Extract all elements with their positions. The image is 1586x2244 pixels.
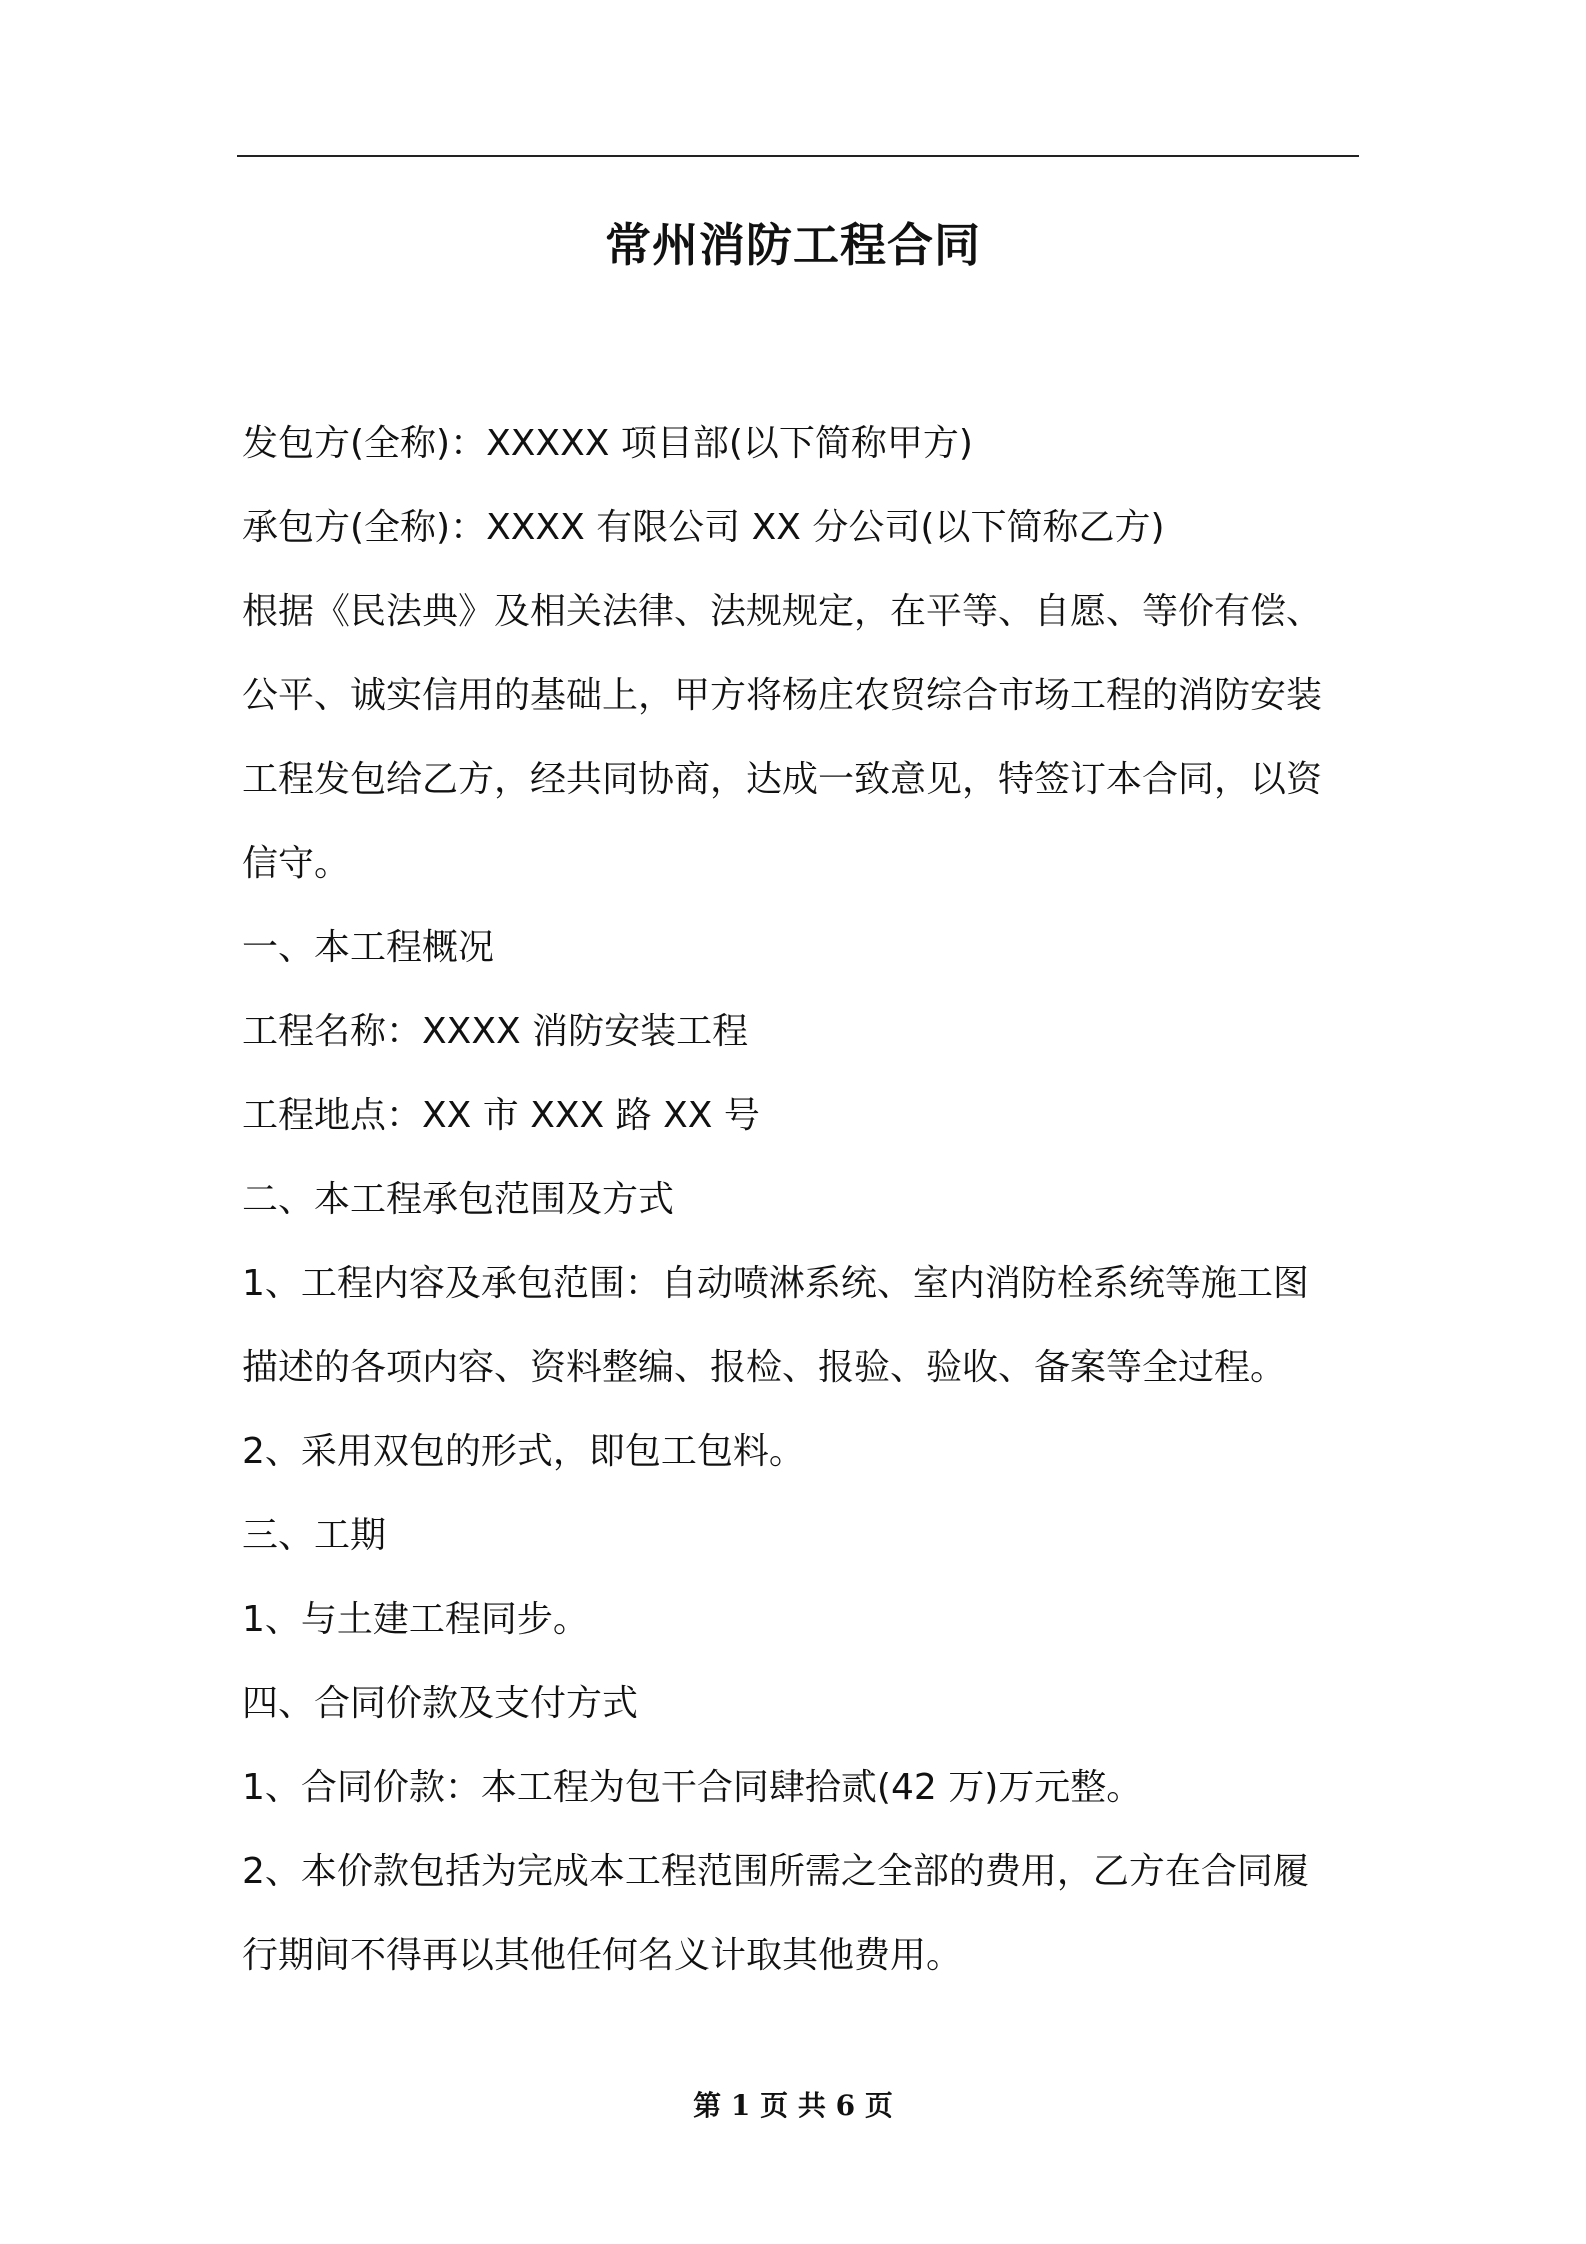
project-location-line: 工程地点：XX 市 XXX 路 XX 号 (242, 1095, 760, 1136)
section-heading-2: 二、本工程承包范围及方式 (242, 1179, 675, 1220)
header-rule (237, 155, 1359, 157)
price-scope-line-1: 2、本价款包括为完成本工程范围所需之全部的费用，乙方在合同履 (242, 1851, 1309, 1892)
price-scope-line-2: 行期间不得再以其他任何名义计取其他费用。 (242, 1935, 963, 1976)
price-line: 1、合同价款：本工程为包干合同肆拾贰(42 万)万元整。 (242, 1767, 1143, 1808)
section-heading-4: 四、合同价款及支付方式 (242, 1683, 639, 1724)
preamble-line-4: 信守。 (242, 843, 351, 884)
party-a-line: 发包方(全称)：XXXXX 项目部(以下简称甲方) (242, 423, 973, 464)
preamble-line-1: 根据《民法典》及相关法律、法规规定，在平等、自愿、等价有偿、 (242, 591, 1323, 632)
project-name-line: 工程名称：XXXX 消防安装工程 (242, 1011, 749, 1052)
preamble-line-3: 工程发包给乙方，经共同协商，达成一致意见，特签订本合同，以资 (242, 759, 1323, 800)
contract-form-line: 2、采用双包的形式，即包工包料。 (242, 1431, 805, 1472)
schedule-line: 1、与土建工程同步。 (242, 1599, 589, 1640)
scope-line-1: 1、工程内容及承包范围：自动喷淋系统、室内消防栓系统等施工图 (242, 1263, 1309, 1304)
scope-line-2: 描述的各项内容、资料整编、报检、报验、验收、备案等全过程。 (242, 1347, 1287, 1388)
document-body (242, 402, 1360, 1998)
party-b-line: 承包方(全称)：XXXX 有限公司 XX 分公司(以下简称乙方) (242, 507, 1165, 548)
section-heading-3: 三、工期 (242, 1515, 387, 1556)
preamble-line-2: 公平、诚实信用的基础上，甲方将杨庄农贸综合市场工程的消防安装 (242, 675, 1323, 716)
section-heading-1: 一、本工程概况 (242, 927, 495, 968)
page-number: 第 1 页 共 6 页 (693, 2089, 893, 2122)
document-title: 常州消防工程合同 (605, 218, 981, 272)
